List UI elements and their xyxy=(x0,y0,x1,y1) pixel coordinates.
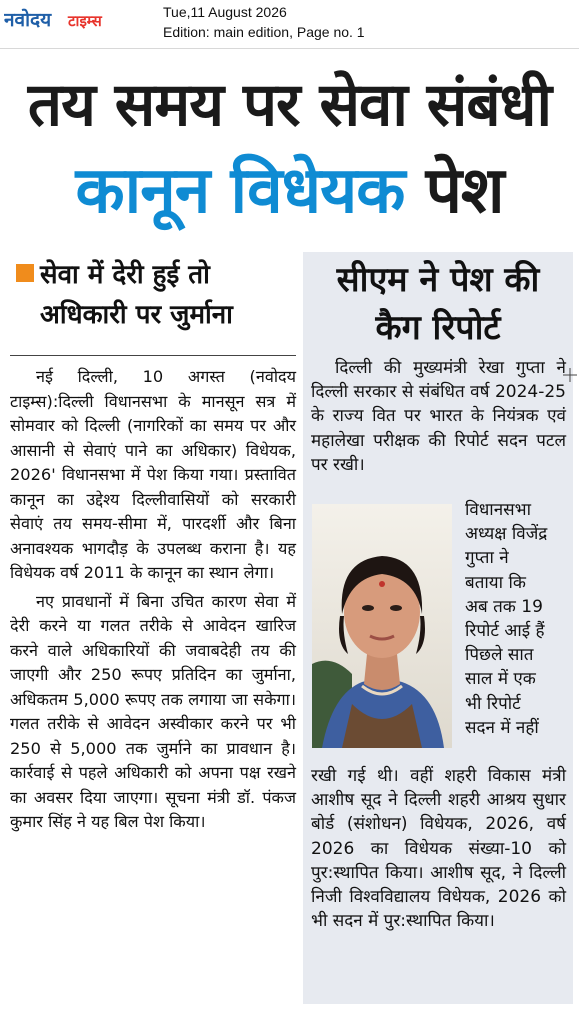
newspaper-logo xyxy=(4,6,139,32)
edition-info: Edition: main edition, Page no. 1 xyxy=(163,24,365,40)
cm-portrait-image xyxy=(312,504,452,748)
left-paragraph-2: नए प्रावधानों में बिना उचित कारण सेवा में देरी करने या गलत तरीके से आवेदन खारिज करने वाले अधिकारियों की जवाबदेही तय की जाएगी और 250 रूपए प्रतिदिन का जुर्माना, अधिकतम 5,000 रूपए तक लगाया जा सकेगा। गलत तरीके से आवेदन अस्वीकार करने पर भी 250 से 5,000 तक जुर्माने का प्रावधान है। कार्रवाई से पहले अधिकारी को अपना पक्ष रखने का अवसर दिया जाएगा। सूचना मंत्री डॉ. पंकज कुमार सिंह ने यह बिल पेश किया। xyxy=(10,591,296,831)
logo-text-times: टाइम्स xyxy=(68,12,102,30)
left-paragraph-1: नई दिल्ली, 10 अगस्त (नवोदय टाइम्स):दिल्ली विधानसभा के मानसून सत्र में सोमवार को दिल्ली (नागरिकों का समय पर और आसानी से सेवाएं पाने का अधिकार) विधेयक, 2026' विधानसभा में पेश किया गया। प्रस्तावित कानून का उद्देश्य दिल्लीवासियों को सरकारी सेवाएं तय समय-सीमा में, पारदर्शी और बिना अनावश्यक भागदौड़ के उपलब्ध कराना है। यह विधेयक वर्ष 2011 के कानून का स्थान लेगा। xyxy=(10,367,296,582)
left-story xyxy=(10,255,296,995)
right-subheadline xyxy=(303,256,573,352)
left-divider xyxy=(10,355,296,356)
right-subhead-line-1: सीएम ने पेश की xyxy=(336,260,540,300)
photo-side-text xyxy=(465,498,567,740)
right-paragraph-2: रखी गई थी। वहीं शहरी विकास मंत्री आशीष सूद ने दिल्ली शहरी आश्रय सुधार बोर्ड (संशोधन) विधेयक, 2026, वर्ष 2026 का विधेयक संख्या-10 को पुर:स्थापित किया। आशीष सूद, ने दिल्ली निजी विश्वविद्यालय विधेयक, 2026 को भी सदन में पुर:स्थापित किया। xyxy=(311,766,566,932)
side-line: बताया कि xyxy=(465,572,526,593)
side-line: पिछले सात xyxy=(465,645,534,666)
headline-line-2 xyxy=(0,148,579,234)
left-subhead-line-1: सेवा में देरी हुई तो xyxy=(40,260,210,290)
headline-line-1: तय समय पर सेवा संबंधी xyxy=(27,70,552,140)
issue-date: Tue,11 August 2026 xyxy=(163,4,287,20)
edition-meta xyxy=(163,2,365,42)
side-line: अब तक 19 xyxy=(465,596,543,617)
right-subhead-line-2: कैग रिपोर्ट xyxy=(375,308,501,348)
right-paragraph-1 xyxy=(311,356,566,477)
side-line: भी रिपोर्ट xyxy=(465,693,521,714)
crosshair-icon xyxy=(563,368,577,382)
logo-text-nav: नवोदय xyxy=(4,9,52,31)
right-paragraph-1-text: दिल्ली की मुख्यमंत्री रेखा गुप्ता ने दिल्ली सरकार से संबंधित वर्ष 2024-25 के राज्य वित पर भारत के नियंत्रक एवं महालेखा परीक्षक की रिपोर्ट सदन पटल पर रखी। xyxy=(311,358,566,475)
left-subhead-line-2: अधिकारी पर जुर्माना xyxy=(40,300,233,330)
side-line: अध्यक्ष विजेंद्र xyxy=(465,524,548,545)
headline-blue-part: कानून विधेयक xyxy=(75,154,405,228)
side-line: साल में एक xyxy=(465,669,536,690)
top-bar xyxy=(0,0,579,49)
orange-bullet-icon xyxy=(16,264,34,282)
left-story-body xyxy=(10,365,296,835)
right-story-box xyxy=(303,252,573,1004)
side-line: गुप्ता ने xyxy=(465,548,509,569)
side-line: सदन में नहीं xyxy=(465,717,539,738)
headline-black-part: पेश xyxy=(425,154,504,228)
side-line: रिपोर्ट आई हैं xyxy=(465,621,545,642)
side-line: विधानसभा xyxy=(465,500,531,520)
left-subheadline xyxy=(10,255,296,335)
